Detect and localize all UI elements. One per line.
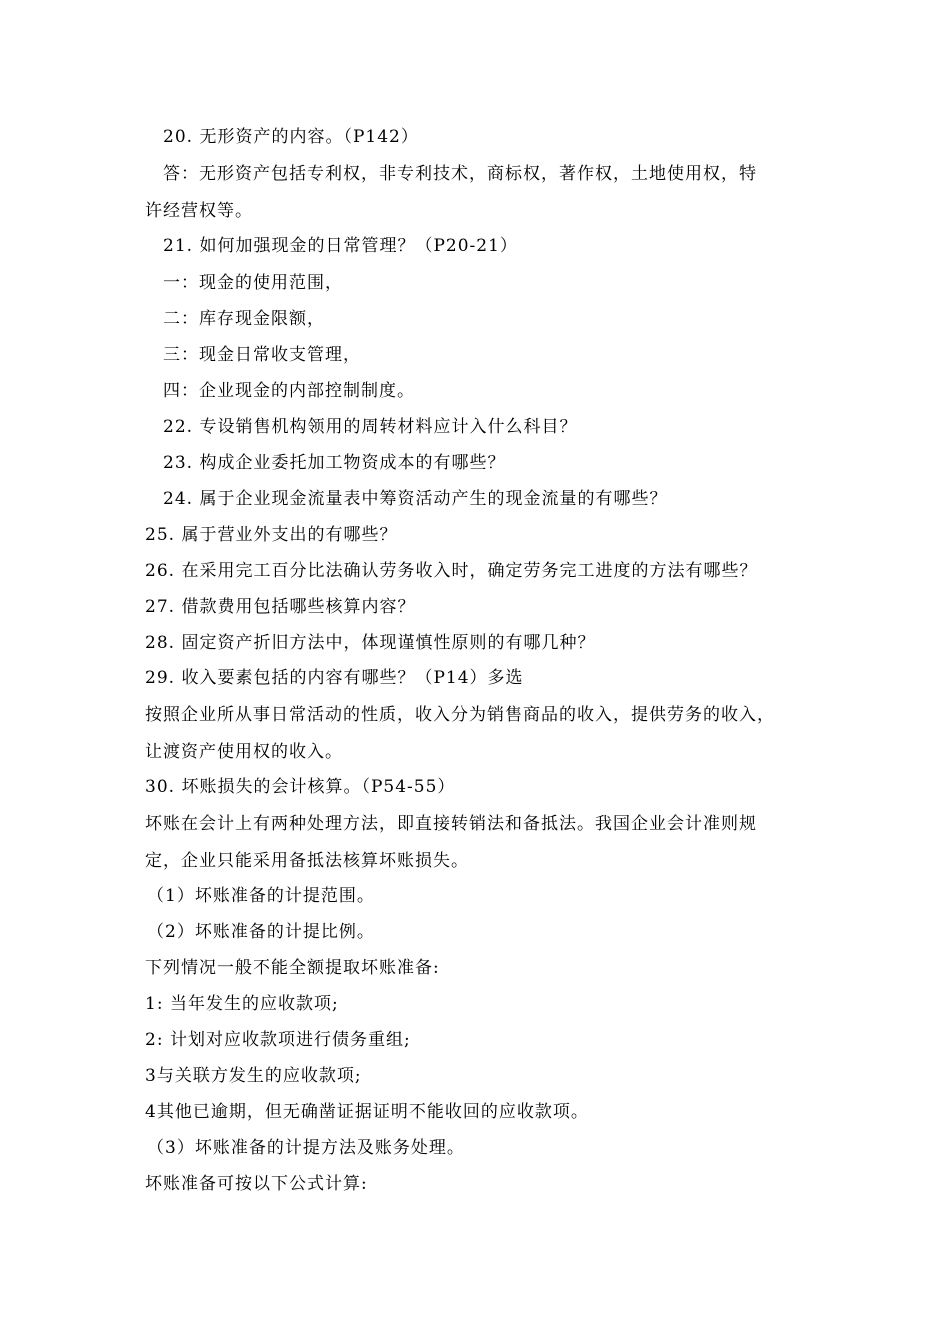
question-23: 23. 构成企业委托加工物资成本的有哪些？	[163, 453, 506, 473]
question-30: 30. 坏账损失的会计核算。（P54-55）	[145, 777, 456, 797]
question-25: 25. 属于营业外支出的有哪些？	[145, 525, 398, 545]
answer-30-case-1: 1: 当年发生的应收款项;	[145, 994, 339, 1014]
answer-30-formula-intro: 坏账准备可按以下公式计算:	[145, 1174, 368, 1194]
answer-30-item-3: （3）坏账准备的计提方法及账务处理。	[147, 1138, 465, 1158]
question-20: 20. 无形资产的内容。（P142）	[163, 127, 419, 147]
question-28: 28. 固定资产折旧方法中，体现谨慎性原则的有哪几种？	[145, 633, 596, 653]
answer-21-item-3: 三：现金日常收支管理，	[163, 345, 361, 365]
answer-29-line-2: 让渡资产使用权的收入。	[145, 742, 343, 762]
answer-30-note: 下列情况一般不能全额提取坏账准备:	[145, 958, 440, 978]
answer-20-line-2: 许经营权等。	[145, 201, 253, 221]
answer-21-item-2: 二：库存现金限额，	[163, 309, 325, 329]
answer-30-item-1: （1）坏账准备的计提范围。	[147, 886, 375, 906]
answer-21-item-1: 一：现金的使用范围，	[163, 273, 343, 293]
answer-30-line-2: 定，企业只能采用备抵法核算坏账损失。	[145, 851, 469, 871]
answer-30-line-1: 坏账在会计上有两种处理方法，即直接转销法和备抵法。我国企业会计准则规	[145, 814, 757, 834]
answer-20-line-1: 答：无形资产包括专利权，非专利技术，商标权，著作权，土地使用权，特	[163, 164, 757, 184]
question-22: 22. 专设销售机构领用的周转材料应计入什么科目？	[163, 417, 578, 437]
answer-30-case-4: 4其他已逾期，但无确凿证据证明不能收回的应收款项。	[145, 1102, 589, 1122]
question-24: 24. 属于企业现金流量表中筹资活动产生的现金流量的有哪些？	[163, 489, 668, 509]
question-21: 21. 如何加强现金的日常管理？（P20-21）	[163, 236, 518, 256]
answer-30-item-2: （2）坏账准备的计提比例。	[147, 922, 375, 942]
question-29: 29. 收入要素包括的内容有哪些？（P14）多选	[145, 668, 524, 688]
answer-21-item-4: 四：企业现金的内部控制制度。	[163, 381, 415, 401]
question-26: 26. 在采用完工百分比法确认劳务收入时，确定劳务完工进度的方法有哪些？	[145, 561, 758, 581]
question-27: 27. 借款费用包括哪些核算内容？	[145, 597, 416, 617]
answer-30-case-2: 2: 计划对应收款项进行债务重组;	[145, 1030, 411, 1050]
answer-29-line-1: 按照企业所从事日常活动的性质，收入分为销售商品的收入，提供劳务的收入，	[145, 705, 775, 725]
answer-30-case-3: 3与关联方发生的应收款项;	[145, 1066, 362, 1086]
